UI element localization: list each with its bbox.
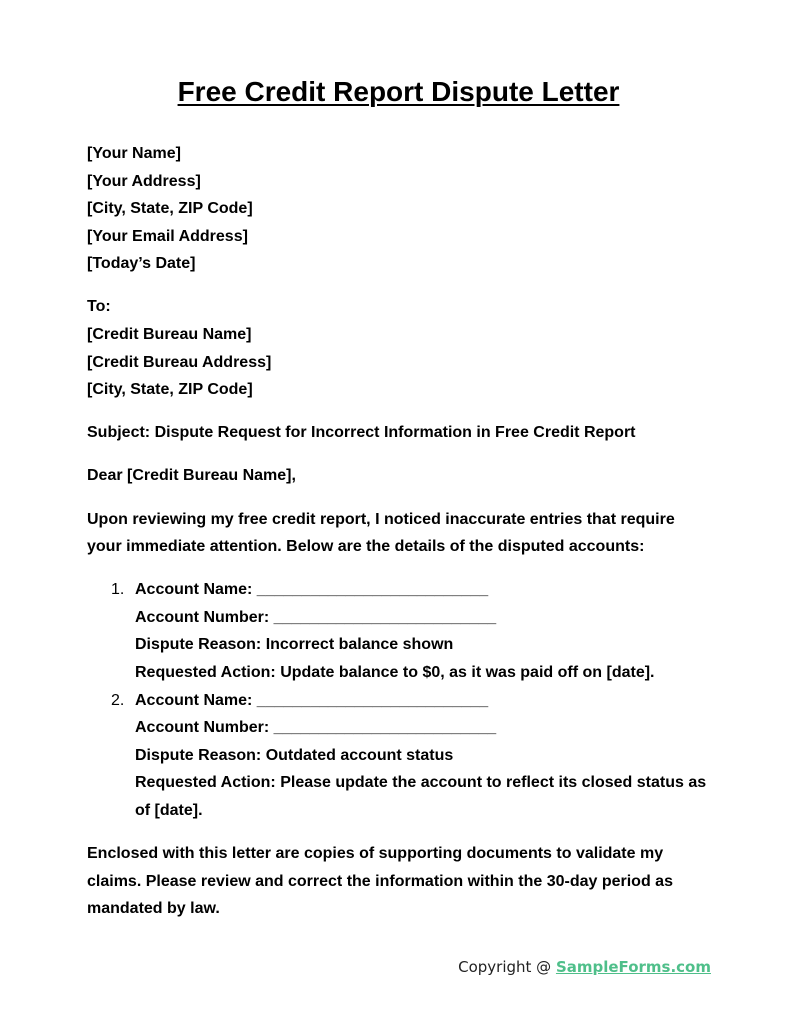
account-number-field: Account Number: _________________________ [135, 608, 497, 626]
letter-body [87, 140, 712, 923]
document-title: Free Credit Report Dispute Letter [177, 76, 620, 107]
sender-city-state-zip: [City, State, ZIP Code] [87, 200, 253, 218]
sender-email: [Your Email Address] [87, 227, 248, 245]
salutation: Dear [Credit Bureau Name], [87, 467, 296, 485]
sender-address: [Your Address] [87, 172, 201, 190]
requested-action: Requested Action: Please update the account to reflect its closed status as of [date]. [135, 774, 707, 819]
list-number: 1. [111, 581, 125, 599]
dispute-reason: Dispute Reason: Outdated account status [135, 746, 454, 764]
account-name-field: Account Name: __________________________ [135, 691, 489, 709]
recipient-name: [Credit Bureau Name] [87, 326, 252, 344]
list-number: 2. [111, 691, 125, 709]
recipient-label: To: [87, 298, 111, 316]
recipient-block [87, 293, 712, 403]
recipient-address: [Credit Bureau Address] [87, 353, 272, 371]
sampleforms-link[interactable]: SampleForms.com [555, 958, 711, 976]
list-item [87, 687, 712, 825]
subject-line: Subject: Dispute Request for Incorrect Information in Free Credit Report [87, 424, 636, 442]
footer-copyright [458, 958, 711, 976]
sender-name: [Your Name] [87, 145, 181, 162]
sender-block [87, 140, 712, 278]
disputed-accounts-list [87, 576, 712, 824]
list-item [87, 576, 712, 686]
copyright-text: Copyright @ [458, 958, 556, 976]
recipient-city-state-zip: [City, State, ZIP Code] [87, 381, 253, 399]
closing-paragraph: Enclosed with this letter are copies of supporting documents to validate my claims. Please review and correct the information within the 30-day period as mandated by law. [87, 845, 673, 918]
dispute-reason: Dispute Reason: Incorrect balance shown [135, 636, 454, 654]
requested-action: Requested Action: Update balance to $0, as it was paid off on [date]. [135, 664, 655, 681]
account-number-field: Account Number: _________________________ [135, 719, 497, 737]
account-name-field: Account Name: __________________________ [135, 581, 489, 599]
intro-paragraph: Upon reviewing my free credit report, I noticed inaccurate entries that require your immediate attention. Below are the details of the disputed accounts: [87, 510, 675, 556]
sender-date: [Today’s Date] [87, 255, 196, 273]
